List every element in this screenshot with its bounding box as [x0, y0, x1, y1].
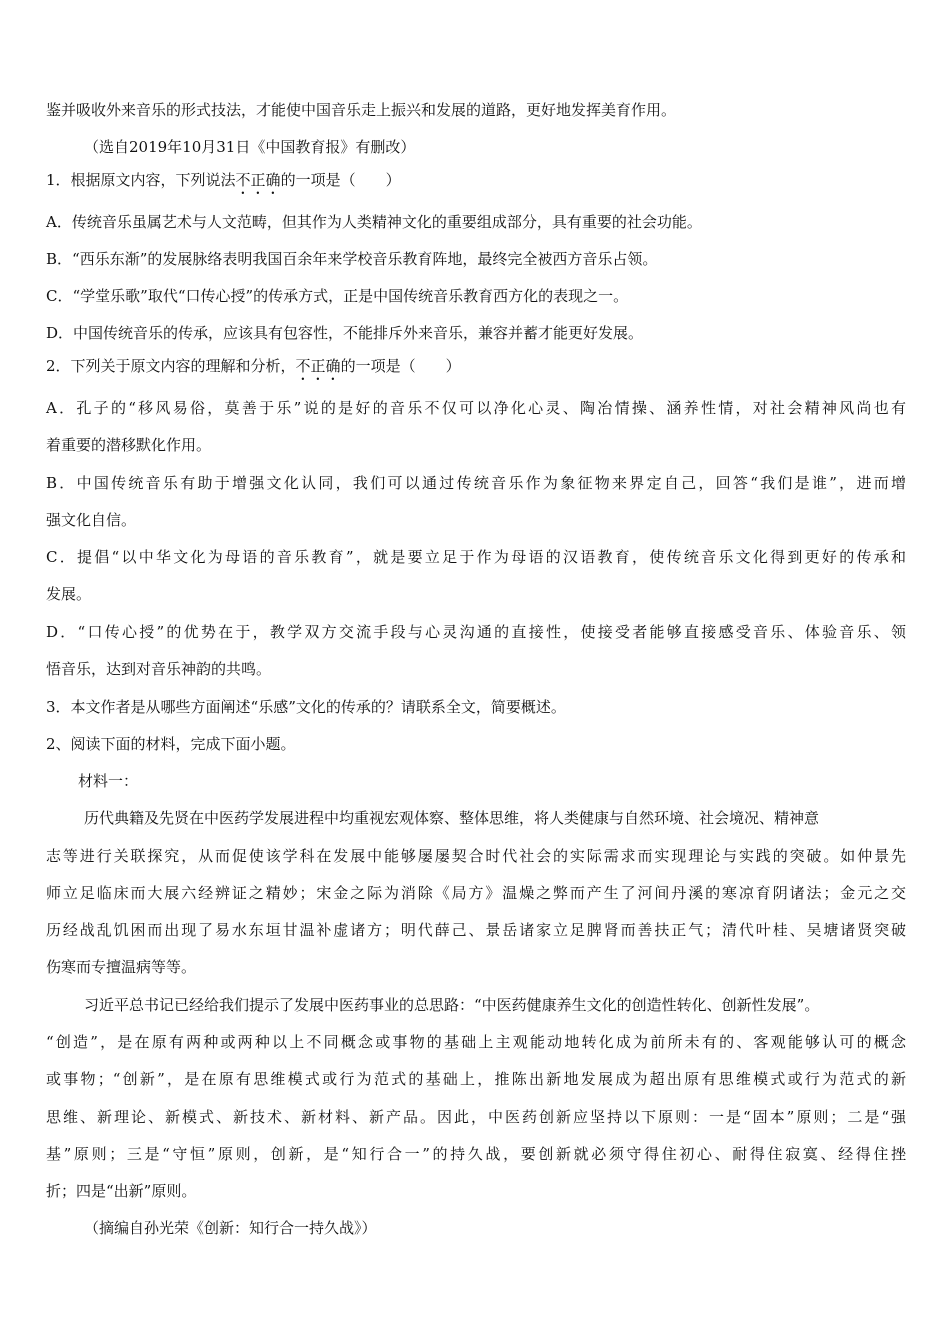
q2-option-c-line2: 发展。 [46, 585, 92, 603]
material-p2-line4: 思维、新理论、新模式、新技术、新材料、新产品。因此，中医药创新应坚持以下原则：一是“固本”原则；二是“强 [46, 1108, 906, 1126]
material-p2-line5: 基”原则；三是“守恒”原则，创新，是“知行合一”的持久战，要创新就必须守得住初心、耐得住寂寞、经得住挫 [46, 1145, 906, 1163]
q3-stem: 3．本文作者是从哪些方面阐述“乐感”文化的传承的？请联系全文，简要概述。 [46, 698, 566, 716]
q2-option-a-line1: A．孔子的“移风易俗，莫善于乐”说的是好的音乐不仅可以净化心灵、陶冶情操、涵养性情，对社会精神风尚也有 [46, 399, 906, 417]
material-p1-line2: 志等进行关联探究，从而促使该学科在发展中能够屡屡契合时代社会的实际需求而实现理论与实践的突破。如仲景先 [46, 847, 906, 865]
q1-stem-post: 的一项是（ ） [280, 171, 401, 189]
q1-option-c: C．“学堂乐歌”取代“口传心授”的传承方式，正是中国传统音乐教育西方化的表现之一。 [46, 287, 629, 305]
q1-option-a: A．传统音乐虽属艺术与人文范畴，但其作为人类精神文化的重要组成部分，具有重要的社会功能。 [46, 213, 702, 231]
material-p1-line3: 师立足临床而大展六经辨证之精妙；宋金之际为消除《局方》温燥之弊而产生了河间丹溪的寒凉育阴诸法；金元之交 [46, 884, 906, 902]
q2-option-b-line2: 强文化自信。 [46, 511, 137, 529]
intro-source: （选自2019年10月31日《中国教育报》有删改） [84, 138, 416, 156]
material-p2-line6: 折；四是“出新”原则。 [46, 1182, 197, 1200]
q2-option-b-line1: B．中国传统音乐有助于增强文化认同，我们可以通过传统音乐作为象征物来界定自己，回答“我们是谁”，进而增 [46, 474, 906, 492]
q2-option-d-line2: 悟音乐，达到对音乐神韵的共鸣。 [46, 660, 272, 678]
material-p2-line2: “创造”，是在原有两种或两种以上不同概念或事物的基础上主观能动地转化成为前所未有的、客观能够认可的概念 [46, 1033, 906, 1051]
q1-option-b: B．“西乐东渐”的发展脉络表明我国百余年来学校音乐教育阵地，最终完全被西方音乐占领。 [46, 250, 658, 268]
material-p2-line1: 习近平总书记已经给我们提示了发展中医药事业的总思路：“中医药健康养生文化的创造性转化、创新性发展”。 [84, 996, 820, 1014]
material-p2-line3: 或事物；“创新”，是在原有思维模式或行为范式的基础上，推陈出新地发展成为超出原有思维模式或行为范式的新 [46, 1070, 906, 1088]
material-one-label: 材料一： [78, 772, 139, 790]
section2-heading: 2、阅读下面的材料，完成下面小题。 [46, 735, 296, 753]
q2-option-c-line1: C．提倡“以中华文化为母语的音乐教育”，就是要立足于作为母语的汉语教育，使传统音乐文化得到更好的传承和 [46, 548, 906, 566]
material-source: （摘编自孙光荣《创新：知行合一持久战》） [84, 1219, 377, 1237]
material-p1-line5: 伤寒而专擅温病等等。 [46, 958, 197, 976]
q2-stem [46, 356, 461, 376]
q2-stem-post: 的一项是（ ） [340, 357, 461, 375]
q1-stem-emphasis: 不正确 [235, 171, 281, 189]
q1-option-d: D．中国传统音乐的传承，应该具有包容性，不能排斥外来音乐，兼容并蓄才能更好发展。 [46, 324, 644, 342]
q2-option-a-line2: 着重要的潜移默化作用。 [46, 436, 212, 454]
material-p1-line1: 历代典籍及先贤在中医药学发展进程中均重视宏观体察、整体思维，将人类健康与自然环境、社会境况、精神意 [84, 809, 820, 827]
intro-continuation: 鉴并吸收外来音乐的形式技法，才能使中国音乐走上振兴和发展的道路，更好地发挥美育作用。 [46, 101, 677, 119]
q1-stem [46, 170, 401, 190]
q2-stem-emphasis: 不正确 [295, 357, 341, 375]
q2-stem-pre: 2．下列关于原文内容的理解和分析， [46, 357, 296, 375]
material-p1-line4: 历经战乱饥困而出现了易水东垣甘温补虚诸方；明代薛己、景岳诸家立足脾肾而善扶正气；清代叶桂、吴塘诸贤突破 [46, 921, 906, 939]
q2-option-d-line1: D．“口传心授”的优势在于，教学双方交流手段与心灵沟通的直接性，使接受者能够直接感受音乐、体验音乐、领 [46, 623, 906, 641]
q1-stem-pre: 1．根据原文内容，下列说法 [46, 171, 236, 189]
